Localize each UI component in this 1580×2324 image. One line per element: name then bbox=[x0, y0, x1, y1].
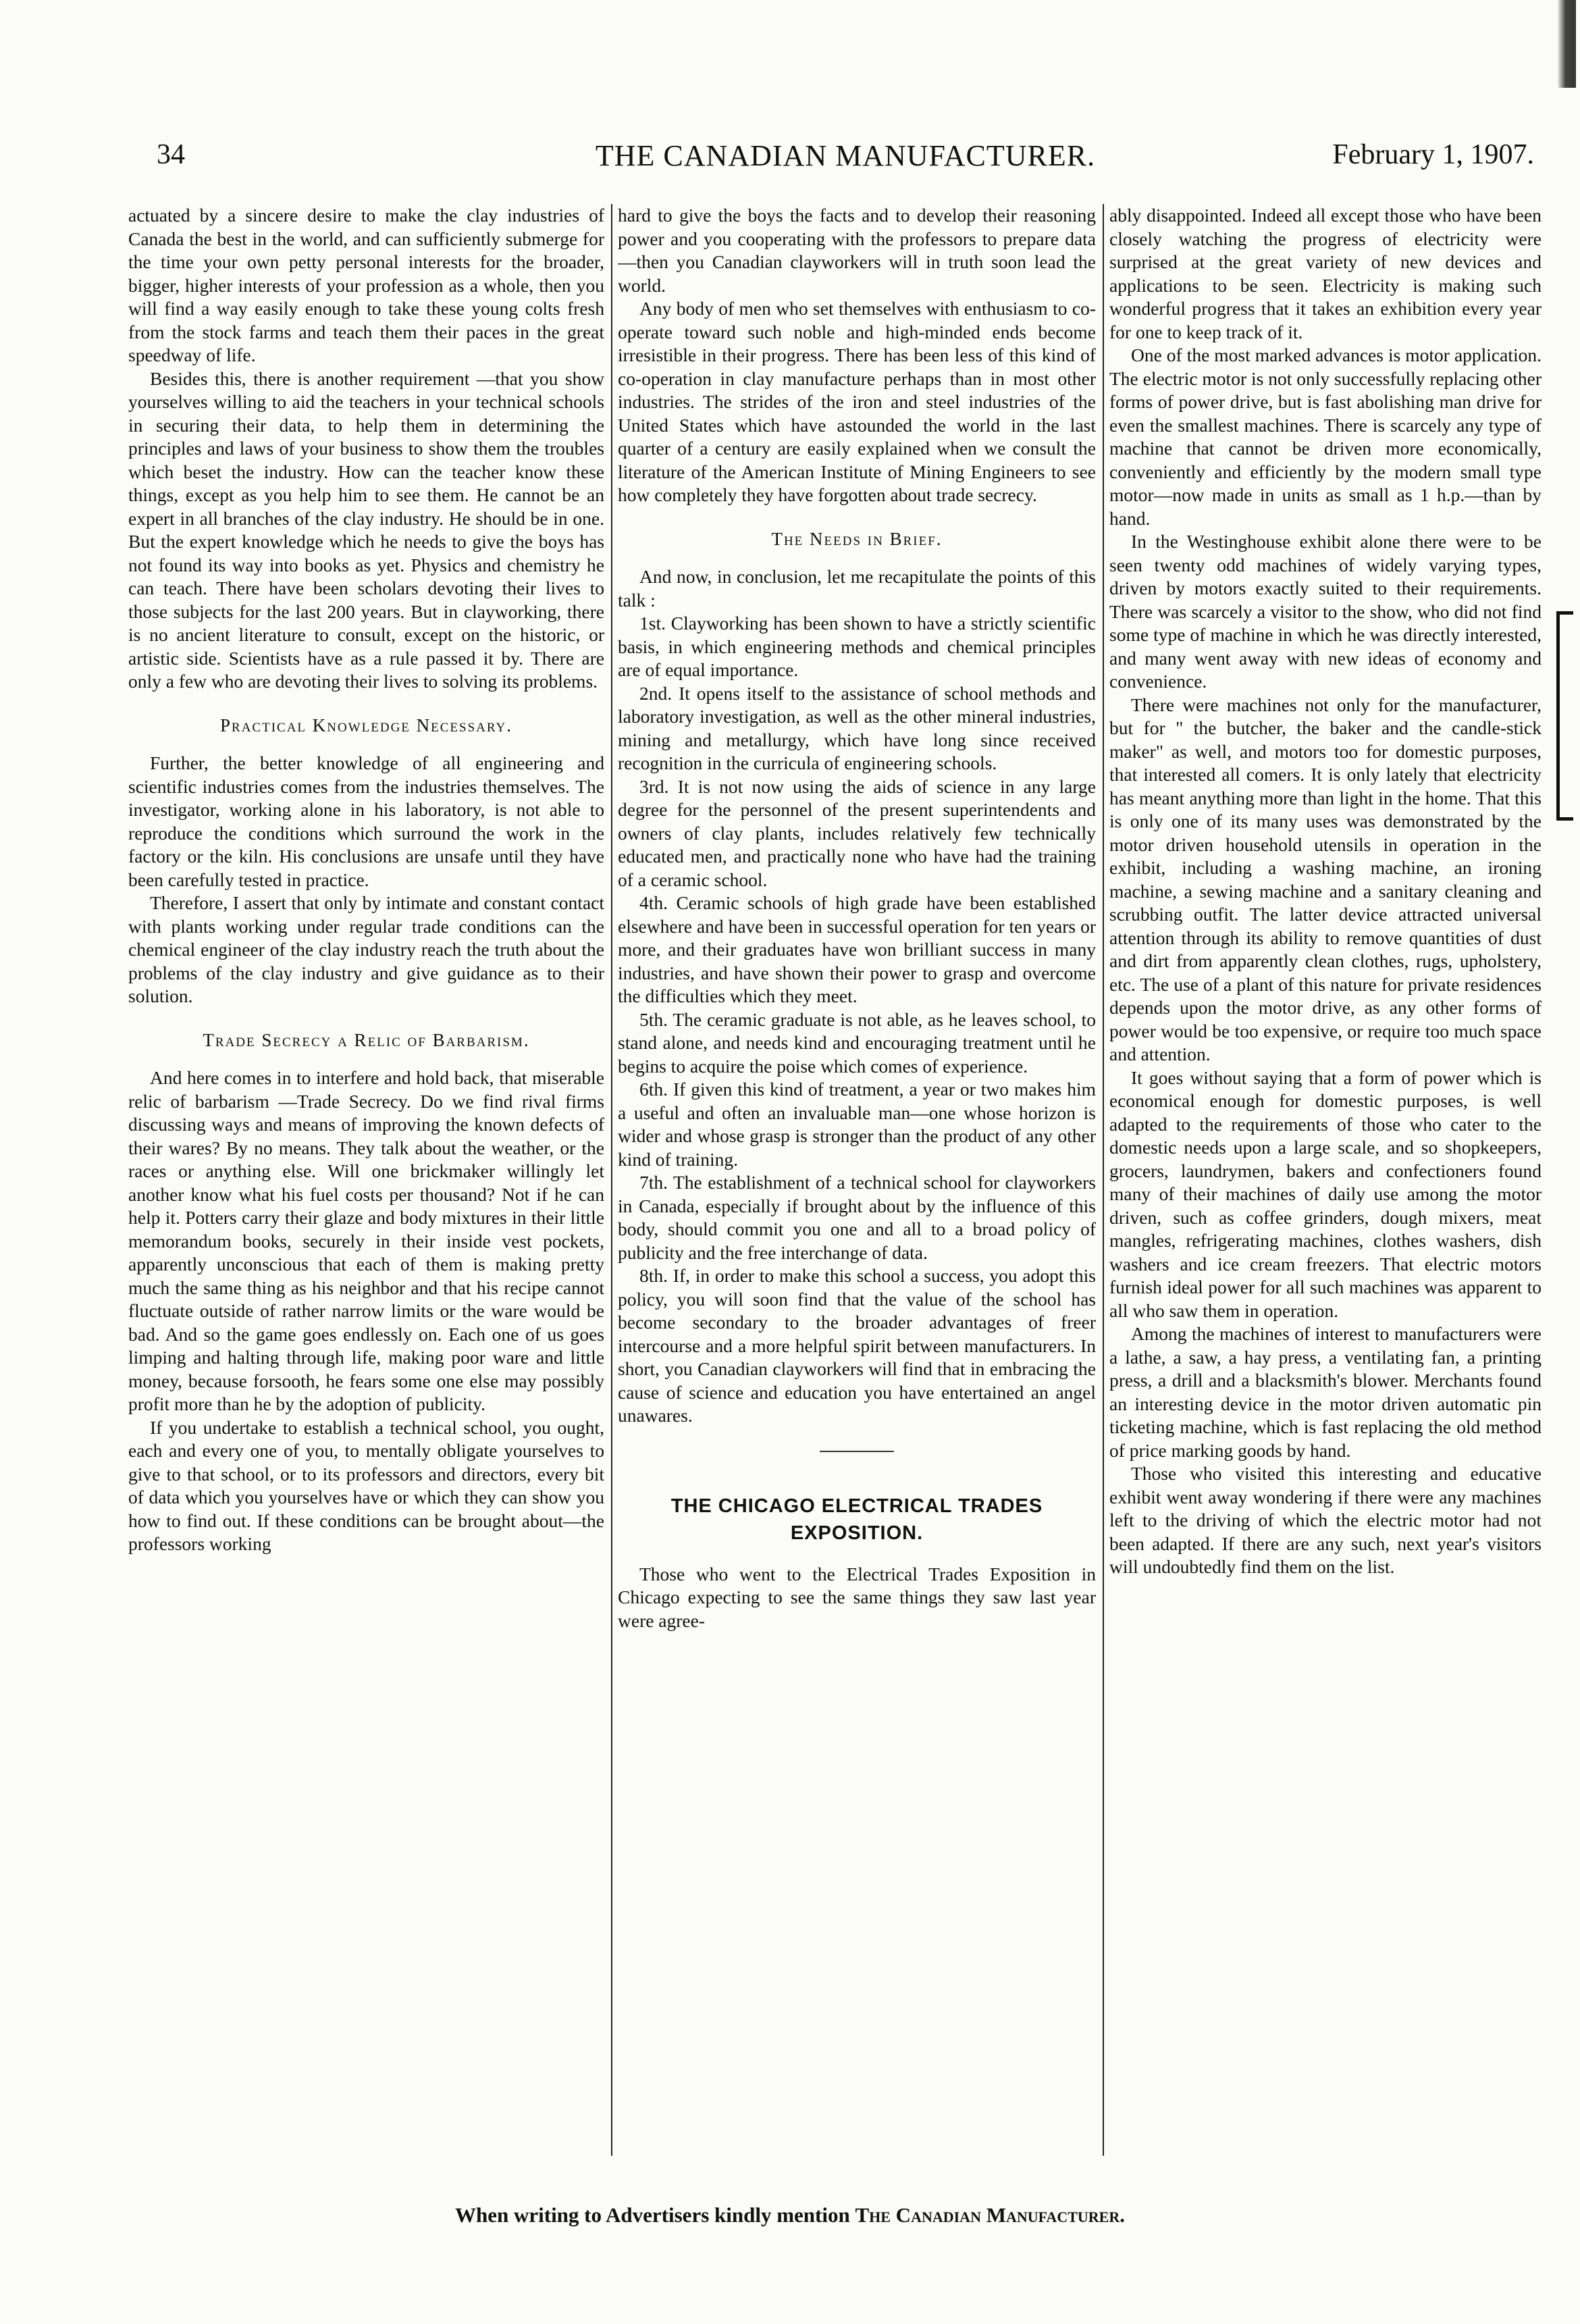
paragraph: In the Westinghouse exhibit alone there were to be seen twenty odd machines of widely varying types, driven by motors exactly suited to their requirements. There was scarcely a visitor to the show, who did not find some type of machine in which he was directly interested, and many went away with new ideas of economy and convenience. bbox=[1109, 531, 1542, 692]
section-heading: Trade Secrecy a Relic of Barbarism. bbox=[203, 1029, 530, 1050]
scan-edge-bracket bbox=[1556, 611, 1573, 821]
list-item: 1st. Clayworking has been shown to have a strictly scientific basis, in which engineering methods and chemical principles are of equal importance. bbox=[618, 613, 1096, 680]
list-item: 6th. If given this kind of treatment, a year or two makes him a useful and often an invaluable man—one whose horizon is wider and whose grasp is stronger than the product of any other kind of training. bbox=[618, 1079, 1096, 1170]
paragraph: One of the most marked advances is motor application. The electric motor is not only successfully replacing other forms of power drive, but is fast abolishing man drive for even the smallest machines. There is scarcely any type of machine that cannot be driven more economically, conveniently and efficiently by the modern small type motor—now made in units as small as 1 h.p.—than by hand. bbox=[1109, 344, 1542, 529]
section-heading: Practical Knowledge Necessary. bbox=[220, 715, 512, 735]
paragraph: Therefore, I assert that only by intimate and constant contact with plants working under regular trade conditions can the chemical engineer of the clay industry reach the truth about the problems of the clay industry and give guidance as to their solution. bbox=[128, 892, 604, 1006]
footer-text: When writing to Advertisers kindly mention bbox=[455, 2203, 850, 2227]
page-footer bbox=[0, 2203, 1580, 2227]
list-item: 4th. Ceramic schools of high grade have been established elsewhere and have been in successful operation for ten years or more, and their graduates have won brilliant success in many industries, and have shown their power to grasp and overcome the difficulties which they meet. bbox=[618, 892, 1096, 1006]
paragraph: Those who visited this interesting and educative exhibit went away wondering if there were any machines left to the driving of which the electric motor had not been adapted. If there are any such, next year's visitors will undoubtedly find them on the list. bbox=[1109, 1463, 1542, 1577]
column-rule bbox=[1103, 204, 1104, 2156]
list-item: 7th. The establishment of a technical school for clayworkers in Canada, especially if brought about by the influence of this body, should commit you one and all to a broad policy of publicity and the free interchange of data. bbox=[618, 1172, 1096, 1263]
list-item: 8th. If, in order to make this school a success, you adopt this policy, you will soon find that the value of the school has become secondary to the broader advantages of freer intercourse and a more helpful spirit between manufacturers. In short, you Canadian clayworkers will find that in embracing the cause of science and education you have entertained an angel unawares. bbox=[618, 1265, 1096, 1426]
paragraph: And now, in conclusion, let me recapitulate the points of this talk : bbox=[618, 566, 1096, 611]
article-title-line: EXPOSITION. bbox=[790, 1522, 924, 1544]
paragraph: Those who went to the Electrical Trades Exposition in Chicago expecting to see the same things they saw last year were agree- bbox=[618, 1563, 1096, 1631]
page-header bbox=[157, 138, 1534, 186]
list-item: 2nd. It opens itself to the assistance of school methods and laboratory investigation, as well as the other mineral industries, mining and metallurgy, which have long since received recognition in the curricula of engineering schools. bbox=[618, 682, 1096, 773]
article-column-1 bbox=[128, 204, 604, 2156]
paragraph: There were machines not only for the manufacturer, but for " the butcher, the baker and the candle-stick maker" as well, and motors too for domestic purposes, that interested all comers. It is only lately that electricity has meant anything more than light in the home. That this is only one of its many uses was demonstrated by the motor driven household utensils in operation in the exhibit, including a washing machine, an ironing machine, a sewing machine and a sanitary cleaning and scrubbing outfit. The latter device attracted universal attention through its ability to remove quantities of dust and dirt from apparently clean clothes, rugs, upholstery, etc. The use of a plant of this nature for private residences depends upon the motor drive, as any other forms of power would be too expensive, or require too much space and attention. bbox=[1109, 694, 1542, 1064]
section-divider bbox=[820, 1451, 894, 1452]
article-title-line: THE CHICAGO ELECTRICAL TRADES bbox=[670, 1495, 1043, 1517]
scan-edge-mark bbox=[1557, 0, 1576, 88]
page-number: 34 bbox=[157, 139, 185, 170]
paragraph: If you undertake to establish a technical school, you ought, each and every one of you, to mentally obligate yourselves to give to that school, or to its professors and directors, every bit of data which you yourselves have or which they can show you how to find out. If these conditions can be brought about—the professors working bbox=[128, 1416, 604, 1554]
paragraph: Any body of men who set themselves with enthusiasm to co-operate toward such noble and high-minded ends become irresistible in their progress. There has been less of this kind of co-operation in clay manufacture perhaps than in most other industries. The strides of the iron and steel industries of the United States which have astounded the world in the last quarter of a century are easily explained when we consult the literature of the American Institute of Mining Engineers to see how completely they have forgotten about trade secrecy. bbox=[618, 298, 1096, 505]
list-item: 5th. The ceramic graduate is not able, as he leaves school, to stand alone, and needs kind and encouraging treatment until he begins to acquire the poise which comes of experience. bbox=[618, 1008, 1096, 1077]
paragraph: And here comes in to interfere and hold back, that miserable relic of barbarism —Trade Secrecy. Do we find rival firms discussing ways and means of improving the known defects of their wares? By no means. They talk about the weather, or the races or anything else. Will one brickmaker willingly let another know what his fuel costs per thousand? Not if he can help it. Potters carry their glaze and body mixtures in their little memorandum books, securely in their inside vest pockets, apparently unconscious that each of them is making pretty much the same thing as his neighbor and that his recipe cannot fluctuate outside of rather narrow limits or the ware would be bad. And so the game goes endlessly on. Each one of us goes limping and halting through life, making poor ware and little money, because forsooth, he fears some one else may possibly profit more than he by the adoption of publicity. bbox=[128, 1067, 604, 1414]
paragraph: actuated by a sincere desire to make the clay industries of Canada the best in the world, and can sufficiently submerge for the time your own petty personal interests for the broader, bigger, higher interests of your profession as a whole, then you will find a way easily enough to take these young colts fresh from the stock farms and teach them their paces in the great speedway of life. bbox=[128, 205, 604, 365]
list-item: 3rd. It is not now using the aids of science in any large degree for the personnel of the present superintendents and owners of clay plants, includes relatively few technically educated men, and practically none who have had the training of a ceramic school. bbox=[618, 775, 1096, 890]
paragraph: It goes without saying that a form of power which is economical enough for domestic purposes, is well adapted to the requirements of those who cater to the domestic needs upon a large scale, and so shopkeepers, grocers, laundrymen, bakers and confectioners found many of their machines of daily use among the motor driven, such as coffee grinders, dough mixers, meat mangles, refrigerating machines, clothes washers, dish washers and ice cream freezers. That electric motors furnish ideal power for all such machines was apparent to all who saw them in operation. bbox=[1109, 1066, 1542, 1321]
column-rule bbox=[611, 204, 612, 2156]
section-heading: The Needs in Brief. bbox=[771, 528, 943, 549]
paragraph: Among the machines of interest to manufacturers were a lathe, a saw, a hay press, a ventilating fan, a printing press, a drill and a blacksmith's blower. Merchants found an interesting device in the motor driven automatic pin ticketing machine, which is fast replacing the old method of price marking goods by hand. bbox=[1109, 1323, 1542, 1461]
article-column-3 bbox=[1109, 204, 1542, 2156]
paragraph: Further, the better knowledge of all engineering and scientific industries comes from the industries themselves. The investigator, working alone in his laboratory, is not able to reproduce the conditions which surround the work in the factory or the kiln. His conclusions are unsafe until they have been carefully tested in practice. bbox=[128, 752, 604, 890]
footer-magazine-name: The Canadian Manufacturer. bbox=[855, 2203, 1125, 2227]
paragraph: hard to give the boys the facts and to develop their reasoning power and you cooperating with the professors to prepare data—then you Canadian clayworkers will in truth soon lead the world. bbox=[618, 205, 1096, 296]
paragraph: Besides this, there is another requirement —that you show yourselves willing to aid the teachers in your technical schools in securing their data, to help them in determining the principles and laws of your business to show them the troubles which beset the industry. How can the teacher know these things, except as you help him to see them. He cannot be an expert in all branches of the clay industry. He should be in one. But the expert knowledge which he needs to give the boys has not found its way into books as yet. Physics and chemistry he can teach. There have been scholars devoting their lives to those subjects for the last 200 years. But in clayworking, there is no ancient literature to consult, except on the historic, or artistic side. Scientists have as a rule passed it by. There are only a few who are devoting their lives to solving its problems. bbox=[128, 367, 604, 692]
issue-date: February 1, 1907. bbox=[1332, 139, 1534, 170]
publication-title: THE CANADIAN MANUFACTURER. bbox=[595, 139, 1096, 172]
article-title bbox=[618, 1493, 1096, 1547]
article-column-2 bbox=[618, 204, 1096, 2156]
paragraph: ably disappointed. Indeed all except those who have been closely watching the progress of electricity were surprised at the great variety of new devices and applications to be seen. Electricity is making such wonderful progress that it takes an exhibition every year for one to keep track of it. bbox=[1109, 205, 1542, 342]
